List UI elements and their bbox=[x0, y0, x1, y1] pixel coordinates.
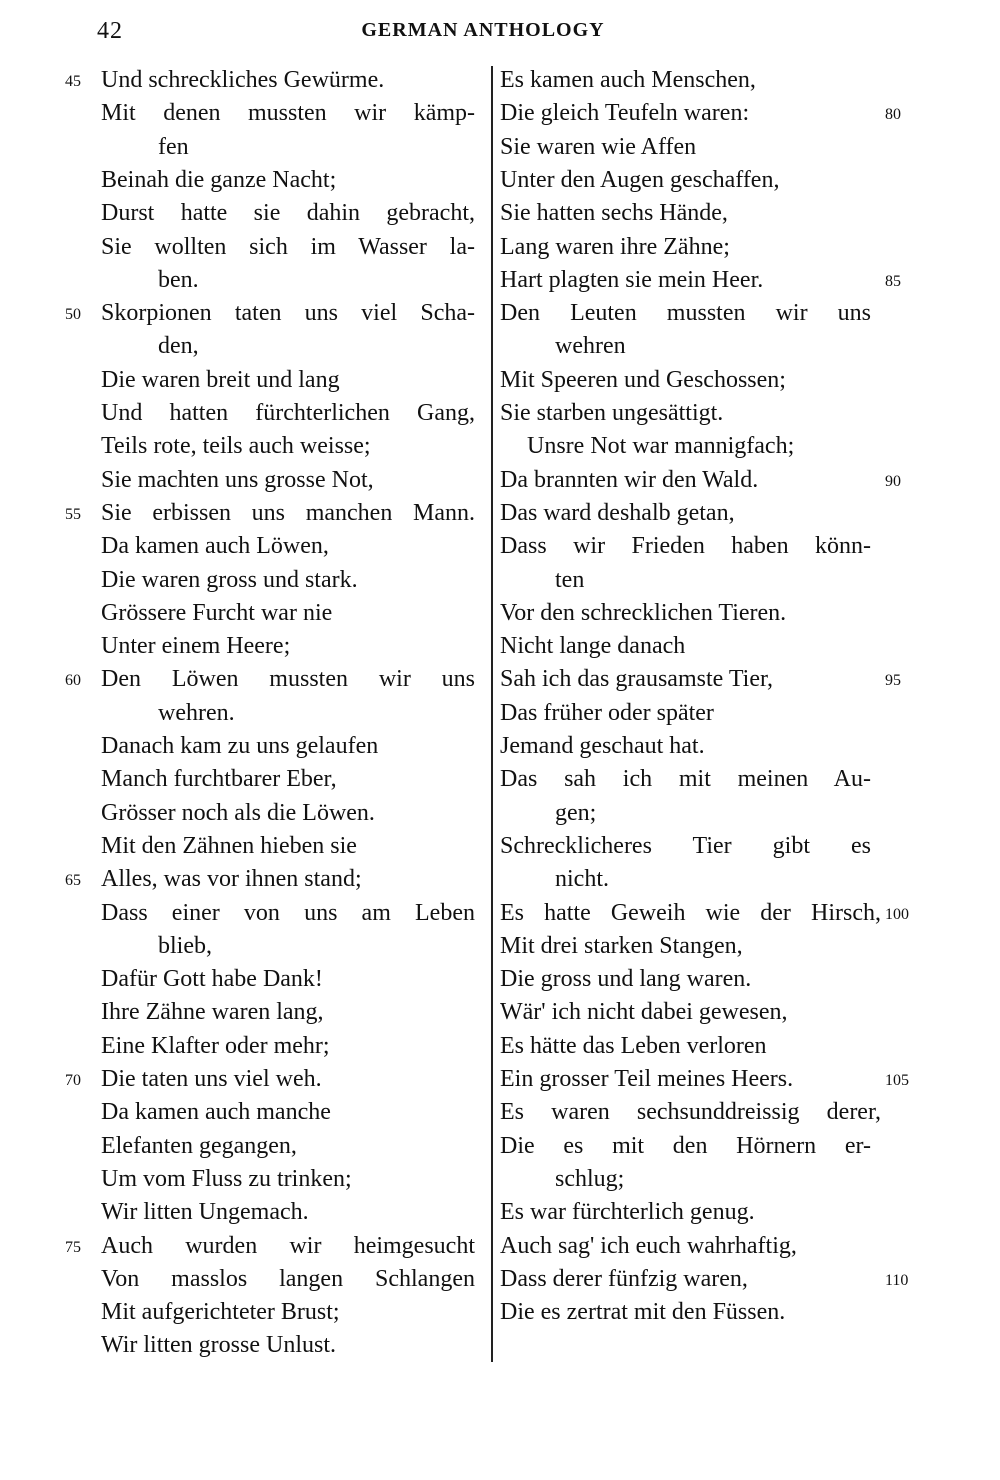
verse-line: Das sah ich mit meinen Au- bbox=[500, 766, 871, 793]
verse-line: wehren bbox=[555, 333, 626, 360]
verse-line: Die waren breit und lang bbox=[101, 366, 340, 393]
right-verse-column bbox=[495, 64, 995, 1364]
verse-line: Es war fürchterlich genug. bbox=[500, 1199, 755, 1226]
verse-line: Die es zertrat mit den Füssen. bbox=[500, 1299, 786, 1326]
verse-line: Durst hatte sie dahin gebracht, bbox=[101, 200, 475, 227]
verse-line: Mit Speeren und Geschossen; bbox=[500, 366, 786, 393]
verse-line: Sah ich das grausamste Tier, bbox=[500, 666, 774, 693]
verse-line: Die taten uns viel weh. bbox=[101, 1066, 322, 1092]
verse-line: Dafür Gott habe Dank! bbox=[101, 966, 323, 993]
verse-line: blieb, bbox=[158, 932, 212, 959]
verse-line: Sie wollten sich im Wasser la- bbox=[101, 233, 475, 260]
verse-line: Um vom Fluss zu trinken; bbox=[101, 1165, 352, 1192]
verse-line: Unsre Not war mannigfach; bbox=[527, 433, 795, 460]
left-verse-column bbox=[0, 64, 500, 1364]
verse-line: Es hatte Geweih wie der Hirsch, bbox=[500, 899, 881, 926]
verse-line: Ein grosser Teil meines Heers. bbox=[500, 1066, 794, 1092]
verse-line: Sie waren wie Affen bbox=[500, 133, 697, 160]
verse-line: Sie erbissen uns manchen Mann. bbox=[101, 499, 475, 526]
verse-line: schlug; bbox=[555, 1165, 625, 1192]
verse-line: Lang waren ihre Zähne; bbox=[500, 233, 730, 260]
verse-line: Mit aufgerichteter Brust; bbox=[101, 1299, 340, 1326]
verse-line: Das ward deshalb getan, bbox=[500, 499, 735, 526]
verse-line: Von masslos langen Schlangen bbox=[101, 1265, 475, 1292]
verse-line: Da kamen auch manche bbox=[101, 1099, 331, 1126]
verse-line: ben. bbox=[158, 266, 199, 293]
verse-line: Manch furchtbarer Eber, bbox=[101, 766, 337, 793]
verse-line: den, bbox=[158, 333, 199, 360]
line-number: 55 bbox=[65, 505, 81, 523]
verse-line: Sie machten uns grosse Not, bbox=[101, 466, 374, 493]
verse-line: Beinah die ganze Nacht; bbox=[101, 166, 337, 193]
verse-line: Es kamen auch Menschen, bbox=[500, 67, 756, 93]
verse-line: Da brannten wir den Wald. bbox=[500, 466, 759, 493]
verse-line: Den Leuten mussten wir uns bbox=[500, 300, 871, 327]
verse-line: fen bbox=[158, 133, 189, 160]
verse-line: Grössere Furcht war nie bbox=[101, 599, 333, 626]
line-number: 100 bbox=[885, 905, 909, 923]
verse-line: Jemand geschaut hat. bbox=[500, 733, 705, 759]
verse-line: Die gleich Teufeln waren: bbox=[500, 100, 750, 127]
verse-line: wehren. bbox=[158, 699, 235, 726]
line-number: 105 bbox=[885, 1072, 909, 1089]
verse-line: Vor den schrecklichen Tieren. bbox=[500, 599, 787, 626]
verse-line: Danach kam zu uns gelaufen bbox=[101, 733, 379, 759]
verse-line: nicht. bbox=[555, 866, 609, 893]
verse-line: Hart plagten sie mein Heer. bbox=[500, 266, 764, 293]
verse-line: Teils rote, teils auch weisse; bbox=[101, 433, 371, 460]
verse-line: Den Löwen mussten wir uns bbox=[101, 666, 475, 693]
verse-line: Eine Klafter oder mehr; bbox=[101, 1032, 330, 1059]
verse-line: Und schreckliches Gewürme. bbox=[101, 67, 385, 93]
line-number: 95 bbox=[885, 672, 901, 690]
verse-line: Da kamen auch Löwen, bbox=[101, 533, 329, 560]
verse-line: Mit den Zähnen hieben sie bbox=[101, 832, 357, 859]
verse-line: Wir litten grosse Unlust. bbox=[101, 1332, 337, 1359]
verse-line: Grösser noch als die Löwen. bbox=[101, 799, 375, 826]
line-number: 60 bbox=[65, 672, 81, 690]
verse-line: Schrecklicheres Tier gibt es bbox=[500, 832, 871, 859]
line-number: 65 bbox=[65, 872, 81, 890]
verse-line: Skorpionen taten uns viel Scha- bbox=[101, 300, 475, 327]
verse-line: Auch sag' ich euch wahrhaftig, bbox=[500, 1232, 797, 1259]
verse-line: Die es mit den Hörnern er- bbox=[500, 1132, 871, 1159]
verse-line: Ihre Zähne waren lang, bbox=[101, 999, 324, 1026]
verse-line: Sie hatten sechs Hände, bbox=[500, 200, 728, 227]
line-number: 75 bbox=[65, 1238, 81, 1256]
verse-line: Die waren gross und stark. bbox=[101, 566, 358, 593]
line-number: 45 bbox=[65, 73, 81, 90]
verse-line: Und hatten fürchterlichen Gang, bbox=[101, 400, 475, 426]
verse-line: Die gross und lang waren. bbox=[500, 966, 752, 993]
verse-line: Dass derer fünfzig waren, bbox=[500, 1265, 748, 1292]
verse-line: Mit drei starken Stangen, bbox=[500, 932, 743, 959]
line-number: 70 bbox=[65, 1072, 81, 1089]
line-number: 80 bbox=[885, 106, 901, 124]
verse-line: ten bbox=[555, 566, 585, 593]
verse-line: Dass einer von uns am Leben bbox=[101, 899, 475, 926]
line-number: 50 bbox=[65, 306, 81, 324]
verse-line: Nicht lange danach bbox=[500, 633, 686, 660]
verse-line: Es hätte das Leben verloren bbox=[500, 1032, 767, 1059]
verse-line: Mit denen mussten wir kämp- bbox=[101, 100, 475, 127]
verse-line: Unter einem Heere; bbox=[101, 633, 291, 660]
running-title: GERMAN ANTHOLOGY bbox=[361, 19, 605, 41]
verse-line: Wir litten Ungemach. bbox=[101, 1199, 309, 1226]
line-number: 90 bbox=[885, 472, 901, 490]
verse-line: Dass wir Frieden haben könn- bbox=[500, 533, 871, 560]
verse-line: gen; bbox=[555, 799, 597, 826]
verse-line: Unter den Augen geschaffen, bbox=[500, 166, 780, 193]
line-number: 110 bbox=[885, 1271, 909, 1289]
verse-line: Wär' ich nicht dabei gewesen, bbox=[500, 999, 788, 1026]
page-number: 42 bbox=[97, 18, 123, 44]
verse-line: Das früher oder später bbox=[500, 699, 714, 726]
verse-line: Sie starben ungesättigt. bbox=[500, 400, 724, 426]
verse-line: Auch wurden wir heimgesucht bbox=[101, 1232, 475, 1259]
verse-line: Alles, was vor ihnen stand; bbox=[101, 866, 362, 893]
verse-line: Es waren sechsunddreissig derer, bbox=[500, 1099, 881, 1126]
verse-line: Elefanten gegangen, bbox=[101, 1132, 297, 1159]
line-number: 85 bbox=[885, 272, 901, 290]
